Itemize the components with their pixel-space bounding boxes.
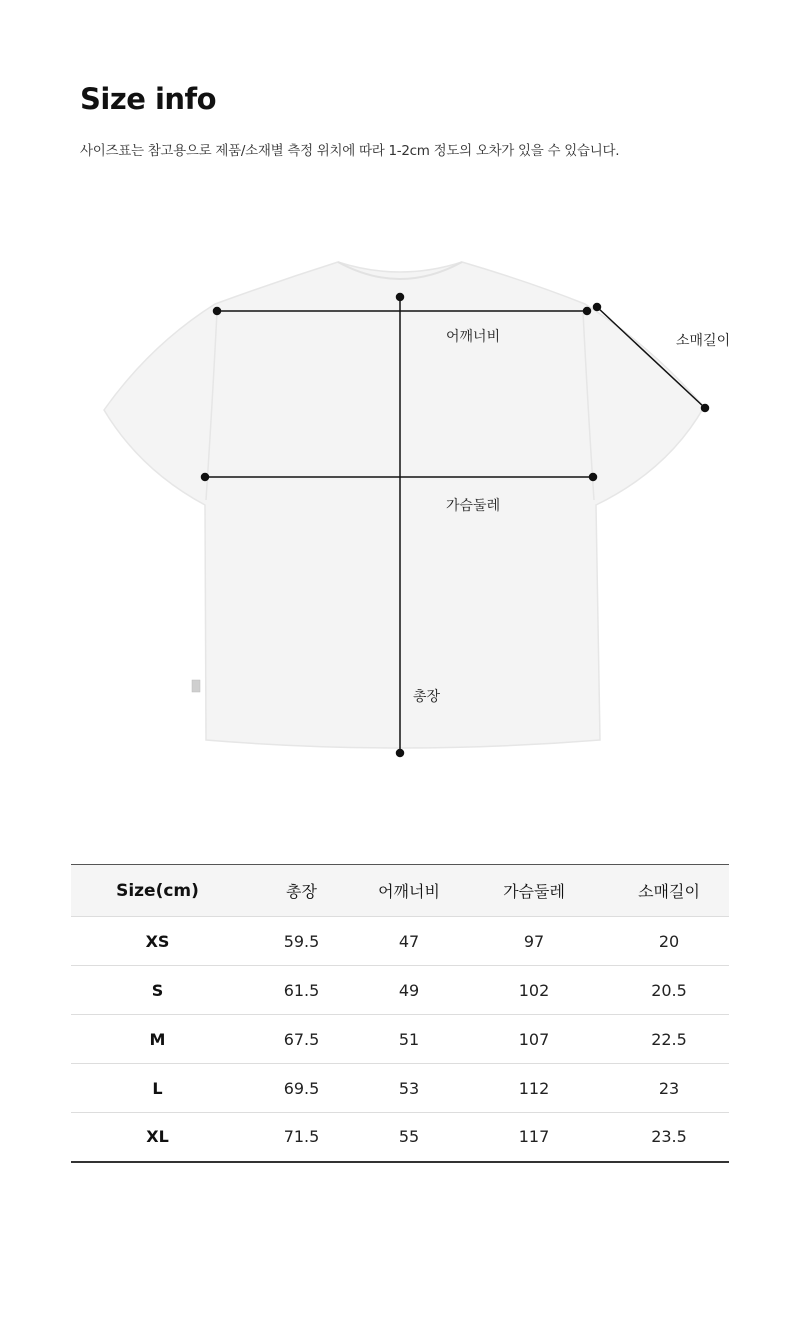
hem-tag (192, 680, 200, 692)
chest-label: 가슴둘레 (446, 498, 501, 514)
size-cell: M (149, 1029, 166, 1049)
tshirt-shape (104, 262, 704, 748)
shoulder-right-dot (584, 308, 591, 315)
table-header-row (71, 865, 729, 917)
chest-left-dot (202, 474, 209, 481)
length-cell: 67.5 (283, 1029, 320, 1049)
length-label: 총장 (413, 689, 441, 705)
shoulder-label: 어깨너비 (446, 329, 501, 345)
size-cell: L (152, 1078, 163, 1098)
chest-cell: 102 (518, 980, 550, 1000)
length-cell: 61.5 (283, 980, 320, 1000)
table-row (71, 1064, 729, 1113)
sleeve-cell: 22.5 (651, 1029, 687, 1049)
table-row (71, 966, 729, 1015)
table-row (71, 1015, 729, 1064)
shoulder-cell: 49 (398, 980, 420, 1000)
column-header-size: Size(cm) (71, 865, 244, 917)
sleeve-bottom-dot (702, 405, 709, 412)
sleeve-cell: 23.5 (651, 1127, 687, 1147)
shoulder-cell: 55 (398, 1127, 420, 1147)
length-cell: 69.5 (283, 1078, 320, 1098)
table-row (71, 1113, 729, 1162)
shoulder-left-dot (214, 308, 221, 315)
sleeve-cell: 20.5 (651, 980, 687, 1000)
chest-cell: 107 (518, 1029, 550, 1049)
sleeve-top-dot (594, 304, 601, 311)
table-row (71, 917, 729, 966)
shoulder-cell: 53 (398, 1078, 420, 1098)
sleeve-label: 소매길이 (676, 333, 731, 349)
chest-cell: 117 (518, 1127, 550, 1147)
sleeve-cell: 20 (658, 931, 680, 951)
size-cell: XS (145, 931, 170, 951)
size-table (71, 864, 729, 1163)
size-cell: XL (146, 1127, 169, 1147)
length-top-dot (397, 294, 404, 301)
chest-cell: 97 (523, 931, 545, 951)
column-header-chest: 가슴둘레 (459, 865, 609, 917)
sleeve-cell: 23 (658, 1078, 680, 1098)
size-notice: 사이즈표는 참고용으로 제품/소재별 측정 위치에 따라 1-2cm 정도의 오차가 있을 수 있습니다. (80, 143, 620, 159)
column-header-sleeve: 소매길이 (609, 865, 729, 917)
length-bottom-dot (397, 750, 404, 757)
column-header-length: 총장 (244, 865, 359, 917)
size-cell: S (151, 980, 164, 1000)
shoulder-cell: 47 (398, 931, 420, 951)
length-cell: 59.5 (283, 931, 320, 951)
chest-cell: 112 (518, 1078, 550, 1098)
length-cell: 71.5 (283, 1127, 320, 1147)
shoulder-cell: 51 (398, 1029, 420, 1049)
chest-right-dot (590, 474, 597, 481)
page-title: Size info (80, 82, 217, 116)
column-header-shoulder: 어깨너비 (359, 865, 459, 917)
